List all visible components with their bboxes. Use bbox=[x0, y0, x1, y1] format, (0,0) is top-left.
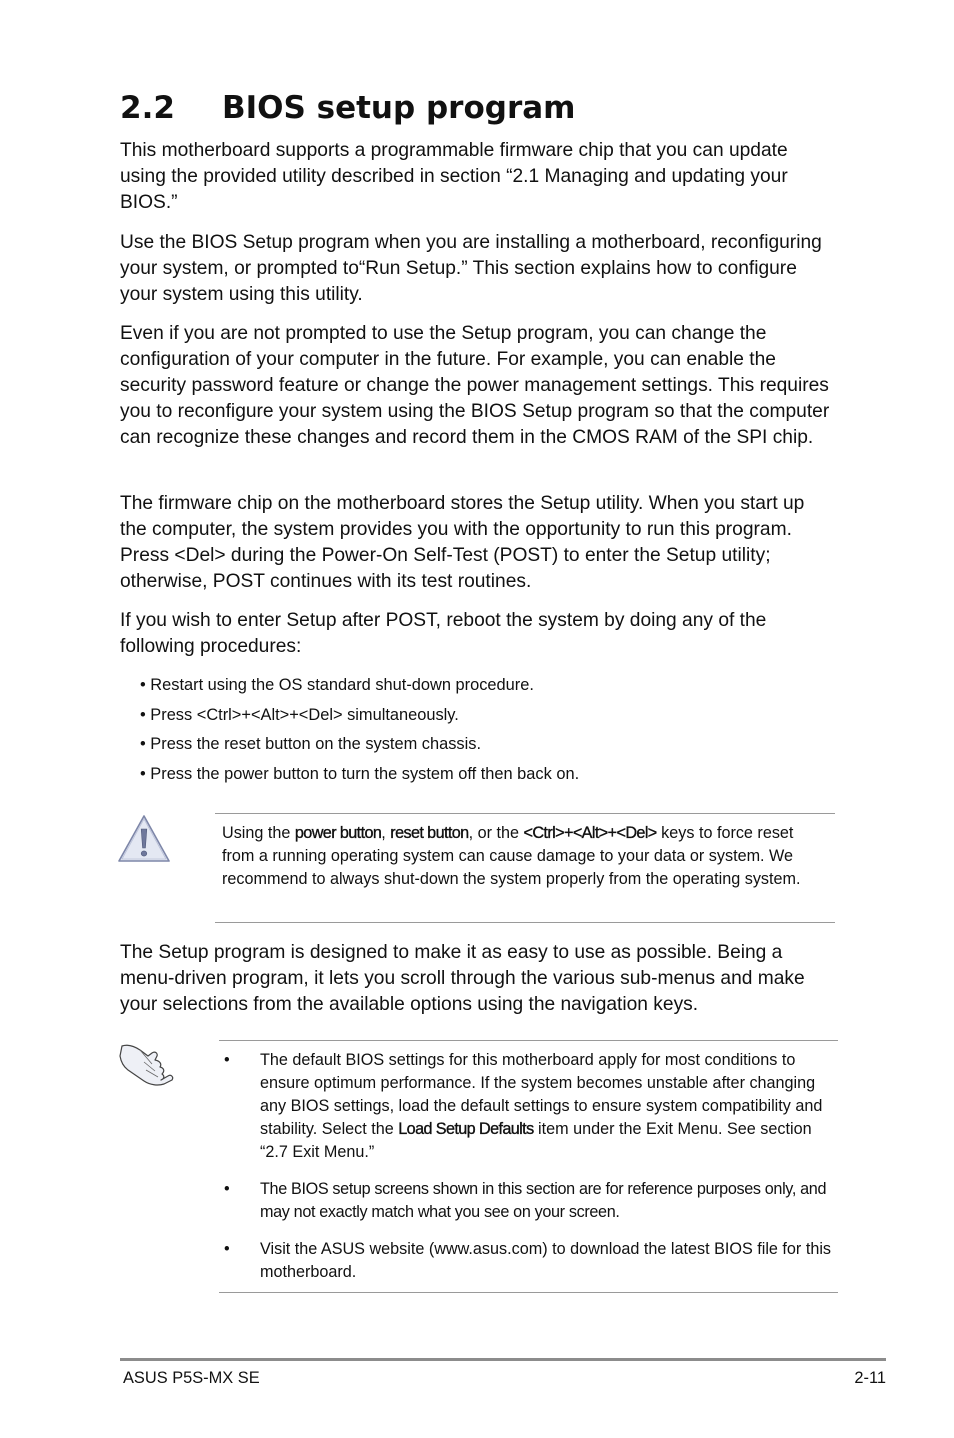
footer-product: ASUS P5S-MX SE bbox=[123, 1369, 260, 1387]
paragraph-firmware: The firmware chip on the motherboard stores the Setup utility. When you start up the computer, the system provides you with the opportunity to run this program. Press <Del> during the Power-On Self-Test (POST) to enter the Setup utility; otherwise, POST continues with its test routines. bbox=[120, 493, 805, 592]
note-top-rule bbox=[219, 1040, 838, 1041]
highlight-reset-button: reset button bbox=[390, 824, 469, 842]
list-item: • Restart using the OS standard shut-down procedure. bbox=[140, 673, 579, 703]
note-bullet: • bbox=[224, 1051, 230, 1069]
section-title: BIOS setup program bbox=[222, 90, 576, 126]
pointing-hand-icon bbox=[118, 1040, 178, 1086]
section-heading bbox=[120, 86, 575, 130]
caution-triangle-icon bbox=[117, 814, 171, 864]
section-number: 2.2 bbox=[120, 90, 175, 126]
highlight-keys: <Ctrl>+<Alt>+<Del> bbox=[523, 824, 657, 842]
note-item-screens: • The BIOS setup screens shown in this section are for reference purposes only, and may not exactly match what you see on your screen. bbox=[224, 1180, 827, 1221]
paragraph-intro: This motherboard supports a programmable firmware chip that you can update using the provided utility described in section “2.1 Managing and updating your BIOS.” bbox=[120, 140, 788, 213]
note-item-website: • Visit the ASUS website (www.asus.com) to download the latest BIOS file for this motherboard. bbox=[224, 1240, 832, 1281]
note-list bbox=[224, 1049, 836, 1284]
note-bottom-rule bbox=[219, 1292, 838, 1293]
note-bullet: • bbox=[224, 1180, 230, 1198]
footer-page-number: 2-11 bbox=[854, 1369, 886, 1387]
footer-rule bbox=[120, 1358, 886, 1361]
procedure-list bbox=[140, 673, 579, 791]
paragraph-configuration: Even if you are not prompted to use the Setup program, you can change the configuration of your computer in the future. For example, you can enable the security password feature or change the power management settings. This requires you to reconfigure your system using the BIOS Setup program so that the computer can recognize these changes and record them in the CMOS RAM of the SPI chip. bbox=[120, 323, 830, 448]
highlight-power-button: power button bbox=[294, 824, 382, 842]
list-item: • Press <Ctrl>+<Alt>+<Del> simultaneously. bbox=[140, 703, 579, 733]
paragraph-reboot: If you wish to enter Setup after POST, reboot the system by doing any of the following procedures: bbox=[120, 610, 767, 657]
paragraph-usage: Use the BIOS Setup program when you are installing a motherboard, reconfiguring your system, or prompted to“Run Setup.” This section explains how to configure your system using this utility. bbox=[120, 232, 822, 305]
caution-bottom-rule bbox=[215, 922, 835, 923]
highlight-load-setup-defaults: Load Setup Defaults bbox=[398, 1120, 534, 1138]
caution-top-rule bbox=[215, 813, 835, 814]
list-item: • Press the reset button on the system chassis. bbox=[140, 732, 579, 762]
paragraph-setup-design: The Setup program is designed to make it as easy to use as possible. Being a menu-driven program, it lets you scroll through the various sub-menus and make your selections from the available options using the navigation keys. bbox=[120, 942, 805, 1015]
caution-text: Using the power button, reset button, or the <Ctrl>+<Alt>+<Del> keys to force reset from a running operating system can cause damage to your data or system. We recommend to always shut-down the system properly from the operating system. bbox=[222, 824, 801, 888]
note-item-defaults: • The default BIOS settings for this motherboard apply for most conditions to ensure optimum performance. If the system becomes unstable after changing any BIOS settings, load the default settings to ensure system compatibility and stability. Select the Load Setup Defaults item under the Exit Menu. See section “2.7 Exit Menu.” bbox=[224, 1051, 823, 1161]
note-bullet: • bbox=[224, 1240, 230, 1258]
list-item: • Press the power button to turn the system off then back on. bbox=[140, 762, 579, 792]
